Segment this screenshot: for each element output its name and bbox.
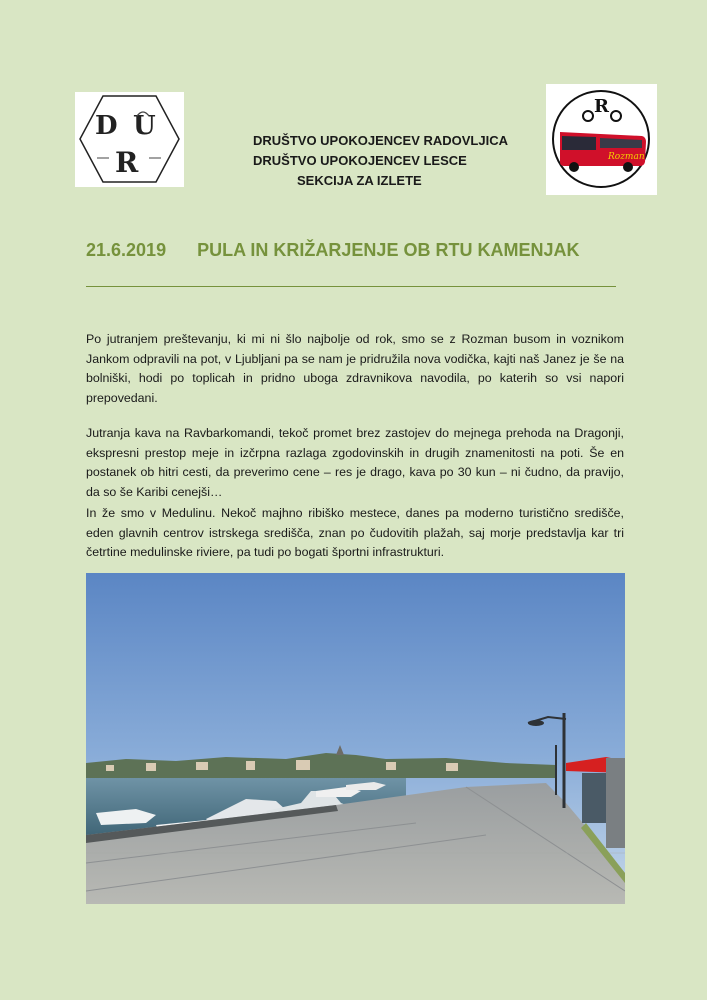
logo-right-letter: R — [594, 96, 609, 117]
document-title — [86, 240, 646, 261]
header-line-3: SEKCIJA ZA IZLETE — [297, 173, 422, 188]
du-radovljica-logo — [75, 92, 184, 187]
organization-header — [253, 131, 533, 191]
title-text: PULA IN KRIŽARJENJE OB RTU KAMENJAK — [197, 240, 580, 260]
rozman-bus-logo — [546, 84, 657, 195]
bus-icon — [560, 132, 646, 172]
title-date: 21.6.2019 — [86, 240, 167, 260]
paragraph-3: In že smo v Medulinu. Nekoč majhno ribiško mestece, danes pa moderno turistično središče, eden glavnih centrov istrskega središča, znan po čudovitih plažah, saj morje predstavlja kar tri četrtine medulinske riviere, pa tudi po bogati športni infrastrukturi. — [86, 506, 624, 559]
logo-letter-r: R — [115, 146, 139, 179]
paragraph-1: Po jutranjem preštevanju, ki mi ni šlo najbolje od rok, smo se z Rozman busom in voznikom Jankom odpravili na pot, v Ljubljani pa se nam je pridružila nova vodička, kajti naš Janez je še na bolniški, hodi po toplicah in pridno uboga zdravnikova navodila, po katerih so vsi napori prepovedani. — [86, 332, 624, 405]
logo-letter-d: D — [95, 111, 118, 141]
medulin-promenade-photo — [86, 573, 625, 904]
header-line-2: DRUŠTVO UPOKOJENCEV LESCE — [253, 153, 467, 168]
bus-script-text: Rozman — [608, 152, 645, 162]
paragraph-2: Jutranja kava na Ravbarkomandi, tekoč promet brez zastojev do mejnega prehoda na Dragonji, ekspresni prestop meje in izčrpna razlaga zgodovinskih in drugih znamenitosti na poti. Še en postanek ob hitri cesti, da preverimo cene – res je drago, kava po 30 kun – ni čudno, da pravijo, da so še Karibi cenejši… — [86, 426, 624, 499]
logo-letter-u: U — [133, 111, 156, 141]
title-underline — [86, 286, 616, 287]
header-line-1: DRUŠTVO UPOKOJENCEV RADOVLJICA — [253, 133, 508, 148]
